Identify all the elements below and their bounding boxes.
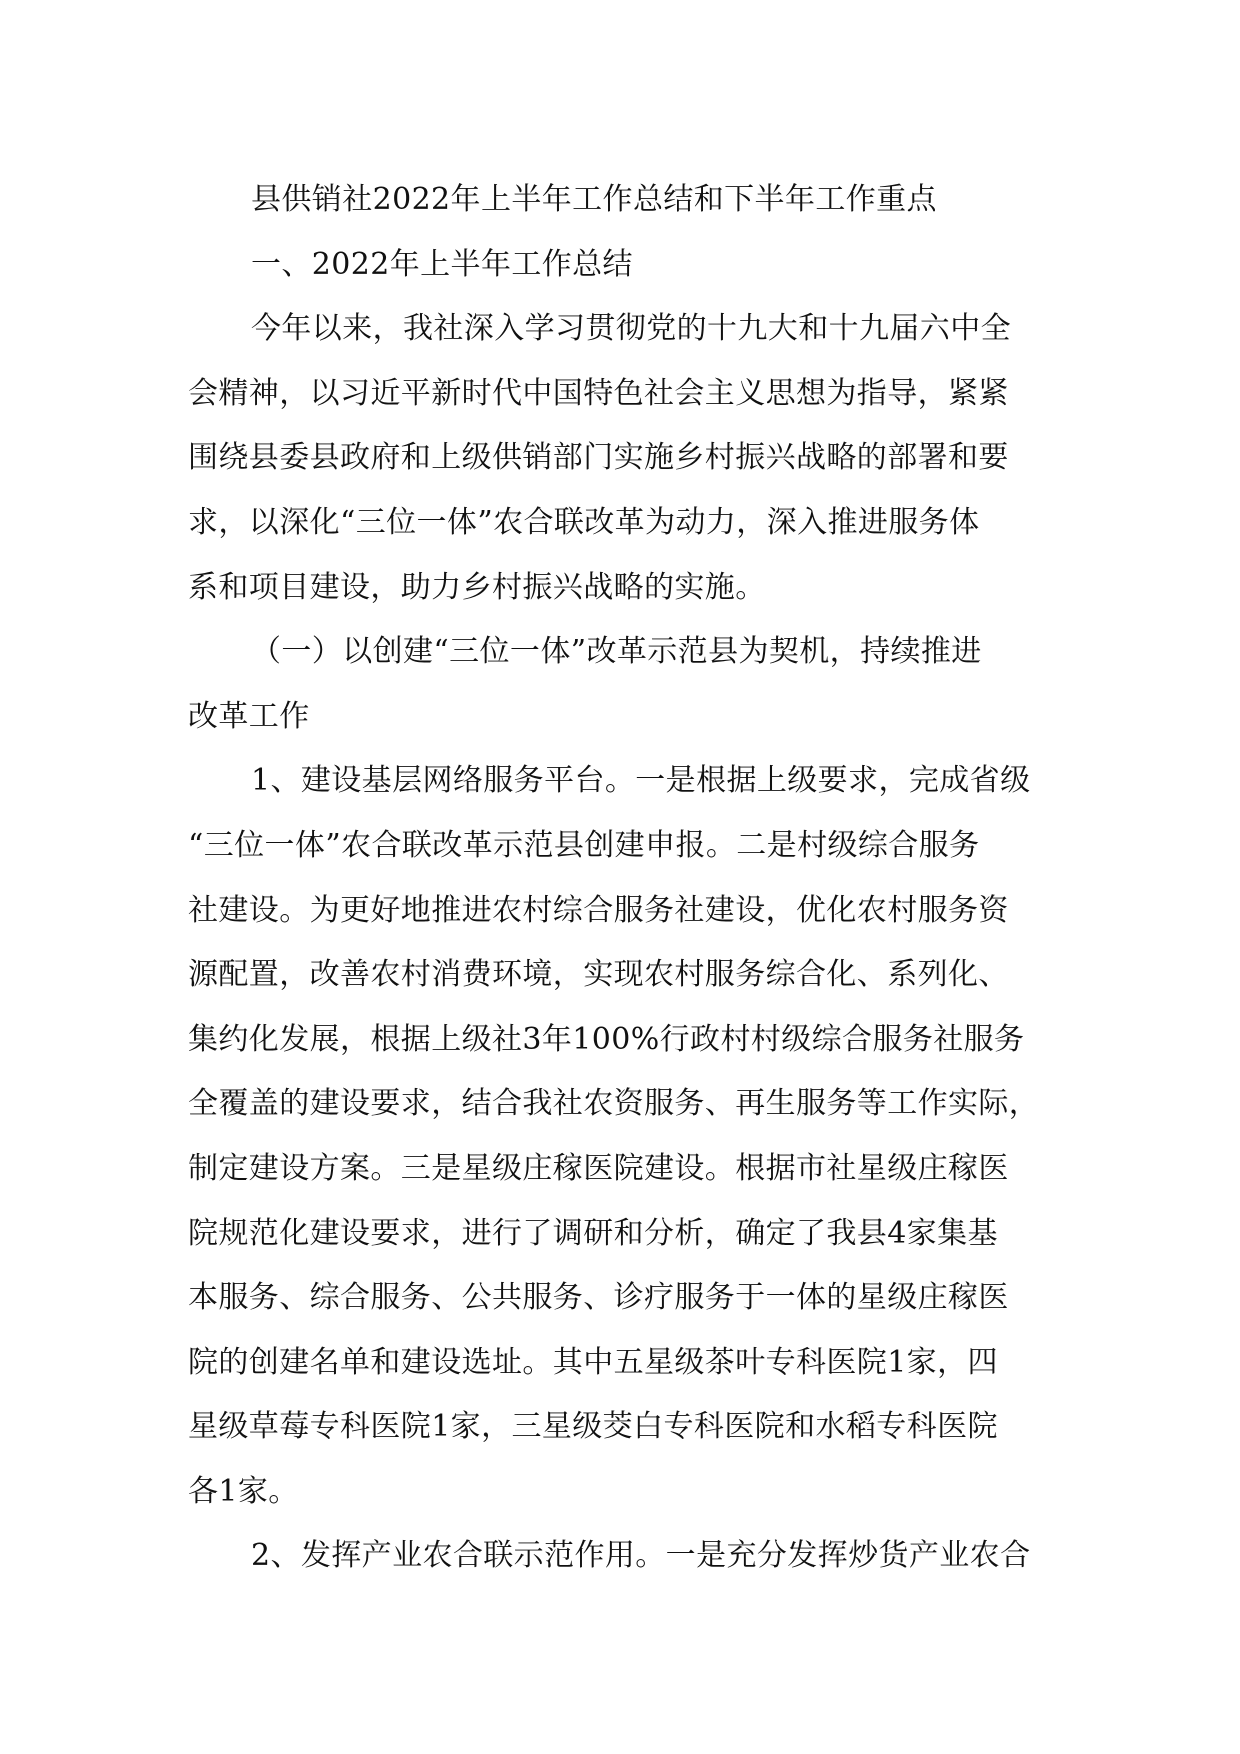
paragraph-line: 今年以来，我社深入学习贯彻党的十九大和十九届六中全 bbox=[251, 311, 1011, 347]
paragraph-line: 源配置，改善农村消费环境，实现农村服务综合化、系列化、 bbox=[188, 957, 1009, 993]
paragraph-line: （一）以创建“三位一体”改革示范县为契机，持续推进 bbox=[251, 634, 982, 670]
paragraph-line: 改革工作 bbox=[188, 698, 310, 734]
paragraph-item-1 bbox=[188, 749, 1058, 1524]
paragraph-line: 2、发挥产业农合联示范作用。一是充分发挥炒货产业农合 bbox=[251, 1538, 1031, 1574]
document-title: 县供销社2022年上半年工作总结和下半年工作重点 bbox=[251, 182, 937, 217]
paragraph-line: 院的创建名单和建设选址。其中五星级茶叶专科医院1家，四 bbox=[188, 1344, 998, 1380]
paragraph-line: 系和项目建设，助力乡村振兴战略的实施。 bbox=[188, 569, 766, 605]
paragraph-line: 制定建设方案。三是星级庄稼医院建设。根据市社星级庄稼医 bbox=[188, 1150, 1009, 1186]
paragraph-line: “三位一体”农合联改革示范县创建申报。二是村级综合服务 bbox=[188, 827, 980, 863]
paragraph-line: 星级草莓专科医院1家，三星级茭白专科医院和水稻专科医院 bbox=[188, 1409, 998, 1445]
paragraph-line: 1、建设基层网络服务平台。一是根据上级要求，完成省级 bbox=[251, 763, 1031, 799]
paragraph-line: 各1家。 bbox=[188, 1473, 299, 1509]
paragraph-line: 全覆盖的建设要求，结合我社农资服务、再生服务等工作实际， bbox=[188, 1086, 1040, 1122]
paragraph-item-2 bbox=[188, 1524, 1058, 1589]
paragraph-line: 院规范化建设要求，进行了调研和分析，确定了我县4家集基 bbox=[188, 1215, 998, 1251]
paragraph-line: 集约化发展，根据上级社3年100%行政村村级综合服务社服务 bbox=[188, 1021, 1025, 1057]
section-heading: 一、2022年上半年工作总结 bbox=[251, 246, 633, 282]
paragraph-line: 社建设。为更好地推进农村综合服务社建设，优化农村服务资 bbox=[188, 892, 1009, 928]
paragraph-line: 本服务、综合服务、公共服务、诊疗服务于一体的星级庄稼医 bbox=[188, 1280, 1009, 1316]
paragraph-line: 求，以深化“三位一体”农合联改革为动力，深入推进服务体 bbox=[188, 504, 980, 540]
subsection-heading bbox=[188, 620, 1058, 749]
paragraph-line: 围绕县委县政府和上级供销部门实施乡村振兴战略的部署和要 bbox=[188, 440, 1009, 476]
document-body bbox=[188, 168, 1058, 1589]
paragraph-line: 会精神，以习近平新时代中国特色社会主义思想为指导，紧紧 bbox=[188, 375, 1009, 411]
paragraph-intro bbox=[188, 297, 1058, 620]
